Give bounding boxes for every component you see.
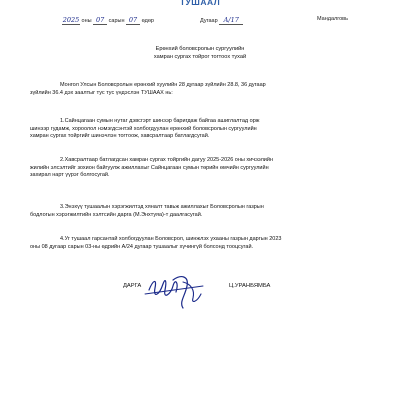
item1-line-1: 1.Сайнцагаан сумын нутаг дэвсгэрт шинээр баригдаж байгаа ашиглалтад орж [60,118,260,124]
item2-line-3: захирал нарт үүрэг болгосугай. [30,172,110,179]
item2-line-1: 2.Хавсралтаар батлагдсан хамран сургах тойргийн дагуу 2025-2026 оны хичээлийн [60,157,273,163]
place-name: Мандалговь [317,16,348,22]
date-line [62,16,154,25]
subject-line-1: Ерөнхий боловсролын сургуулийн [155,46,245,52]
date-year-suffix: оны [81,18,92,24]
item3-line-2: бодлогын хэрэгжилтийн хэлтсийн дарга (М.Энхтуяа)-т даалгасугай. [30,211,203,218]
item4-line-1: 4.Уг тушаал гарсантай холбогдуулан Боловсрол, шинжлэх ухааны газрын даргын 2023 [60,236,282,242]
preamble-line-2: зүйлийн 36.4 дэх заалтыг тус тус үндэслэн ТУШААХ нь: [30,89,173,96]
item1-line-3: хамран сургах тойргийг шинэчлэн тогтоож, хавсралтаар батлагдсугай. [30,133,210,140]
preamble [30,82,374,97]
item3-line-1: 3.Энэхүү тушаалын хэрэгжилтэд хяналт тавьж ажиллахыг Боловсролын газрын [60,204,264,210]
preamble-line-1: Монгол Улсын Боловсролын ерөнхий хуулийн 28 дугаар зүйлийн 28.8, 36 дугаар [60,82,266,88]
handwritten-signature-icon [143,272,215,312]
order-item-2 [30,157,374,180]
order-item-4 [30,236,374,251]
number-line [200,16,243,25]
number-label: Дугаар [200,18,218,24]
date-day: 07 [126,16,140,25]
date-day-suffix: өдөр [141,18,154,24]
signer-name: Ц.УРАНБЯМБА [229,283,271,289]
subject-line-2: хамран сургах тойрог тогтоох тухай [153,54,247,60]
date-month: 07 [93,16,107,25]
document-title: ТУШААЛ [179,0,221,7]
date-month-suffix: сарын [108,18,125,24]
item4-line-2: оны 08 дугаар сарын 03-ны өдрийн А/24 дугаар тушаалыг хүчингүй болсонд тооцсугай. [30,243,254,250]
signer-title: ДАРГА [123,283,142,289]
item2-line-2: жилийн элсэлтийг зохион байгуулж ажиллахыг Сайнцагаан сумын төрийн өмчийн сургуулийн [30,164,269,171]
order-item-3 [30,204,374,219]
date-year: 2025 [62,16,80,24]
item1-line-2: шинээр гудамж, хороолол нэмэгдсэнтэй холбогдуулан ерөнхий боловсролын сургуулийн [30,125,257,132]
number-value: А/17 [219,16,243,25]
order-item-1 [30,118,374,141]
